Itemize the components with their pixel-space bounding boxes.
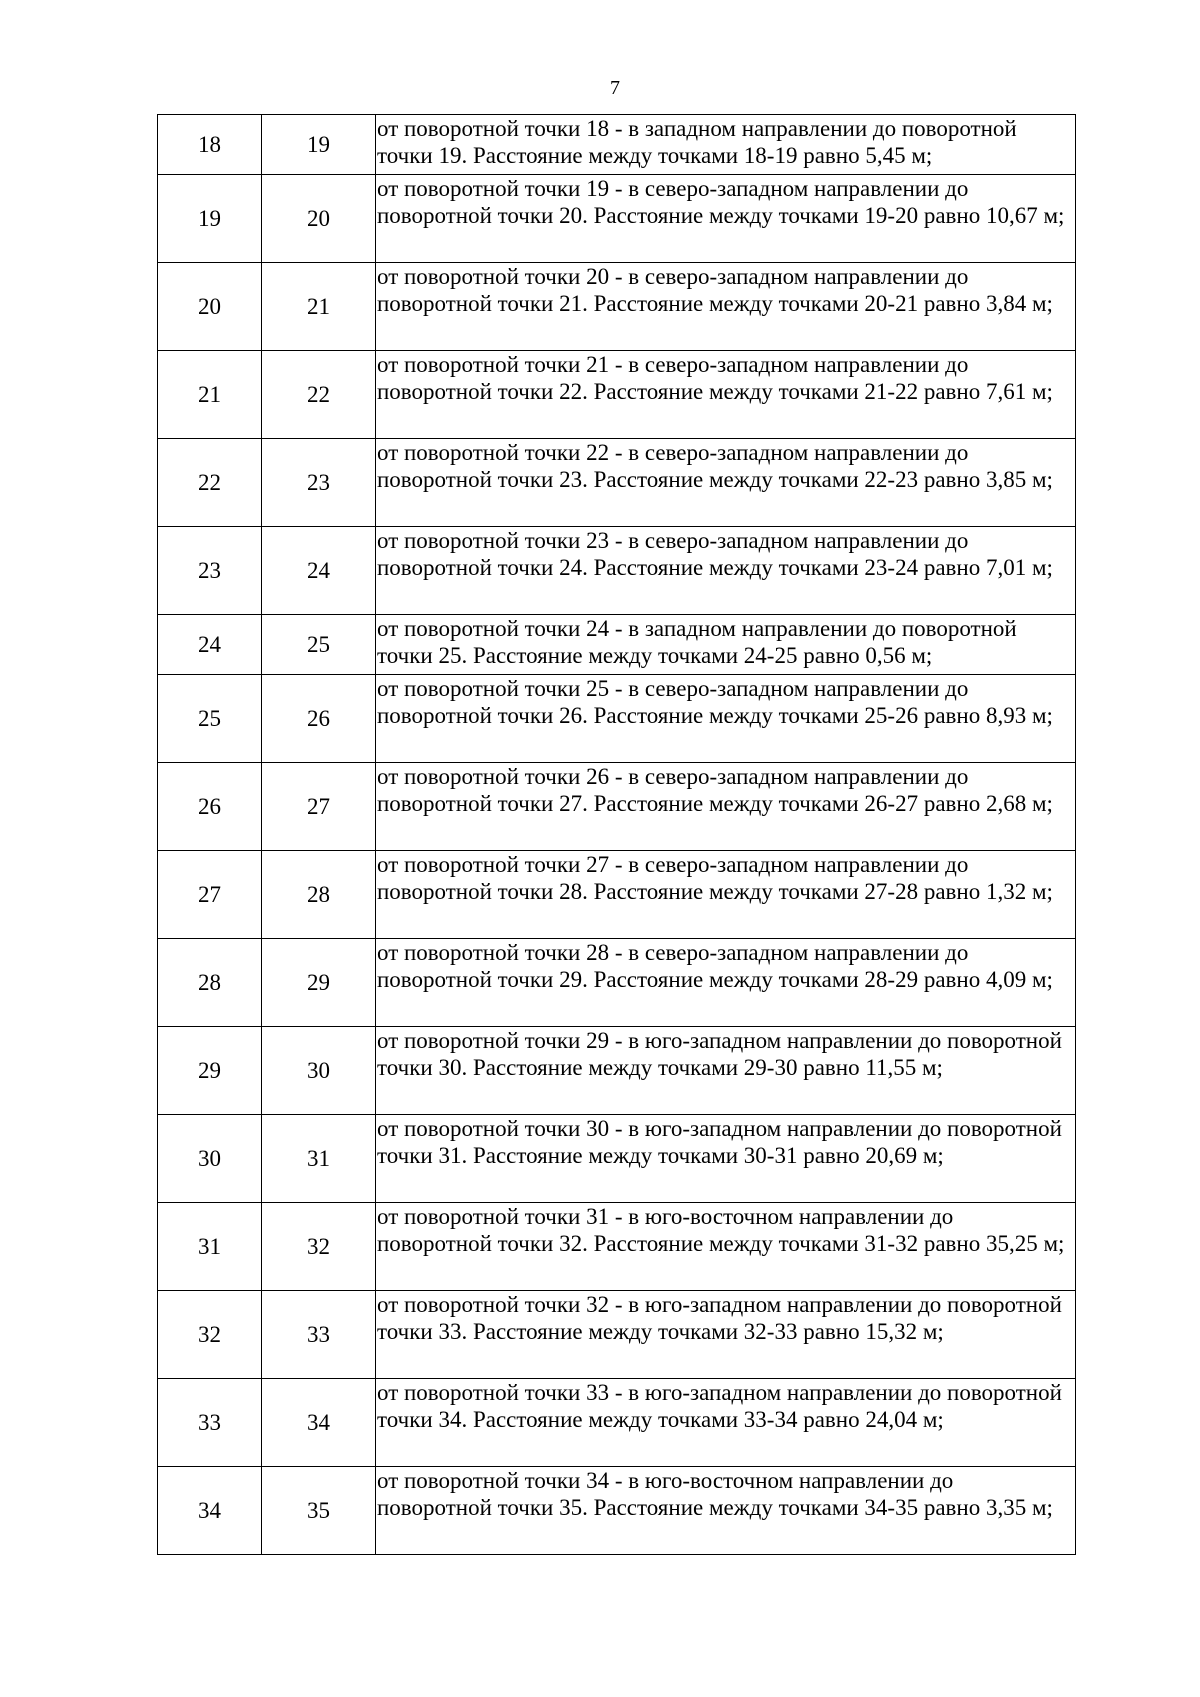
table-row bbox=[158, 675, 1076, 763]
from-point-cell: 31 bbox=[158, 1203, 262, 1291]
table-row bbox=[158, 1379, 1076, 1467]
table-row bbox=[158, 851, 1076, 939]
description-cell: от поворотной точки 34 - в юго-восточном направлении до поворотной точки 35. Расстояние между точками 34-35 равно 3,35 м; bbox=[376, 1467, 1076, 1555]
from-point-cell: 18 bbox=[158, 115, 262, 175]
to-point-cell: 28 bbox=[262, 851, 376, 939]
description-cell: от поворотной точки 25 - в северо-западном направлении до поворотной точки 26. Расстояние между точками 25-26 равно 8,93 м; bbox=[376, 675, 1076, 763]
from-point-cell: 21 bbox=[158, 351, 262, 439]
description-cell: от поворотной точки 28 - в северо-западном направлении до поворотной точки 29. Расстояние между точками 28-29 равно 4,09 м; bbox=[376, 939, 1076, 1027]
table-row bbox=[158, 1203, 1076, 1291]
description-cell: от поворотной точки 21 - в северо-западном направлении до поворотной точки 22. Расстояние между точками 21-22 равно 7,61 м; bbox=[376, 351, 1076, 439]
to-point-cell: 32 bbox=[262, 1203, 376, 1291]
to-point-cell: 30 bbox=[262, 1027, 376, 1115]
to-point-cell: 27 bbox=[262, 763, 376, 851]
description-cell: от поворотной точки 22 - в северо-западном направлении до поворотной точки 23. Расстояние между точками 22-23 равно 3,85 м; bbox=[376, 439, 1076, 527]
from-point-cell: 33 bbox=[158, 1379, 262, 1467]
from-point-cell: 28 bbox=[158, 939, 262, 1027]
table-row bbox=[158, 1467, 1076, 1555]
from-point-cell: 30 bbox=[158, 1115, 262, 1203]
table-row bbox=[158, 615, 1076, 675]
description-cell: от поворотной точки 30 - в юго-западном направлении до поворотной точки 31. Расстояние между точками 30-31 равно 20,69 м; bbox=[376, 1115, 1076, 1203]
description-cell: от поворотной точки 31 - в юго-восточном направлении до поворотной точки 32. Расстояние между точками 31-32 равно 35,25 м; bbox=[376, 1203, 1076, 1291]
to-point-cell: 24 bbox=[262, 527, 376, 615]
table-row bbox=[158, 1115, 1076, 1203]
from-point-cell: 27 bbox=[158, 851, 262, 939]
from-point-cell: 19 bbox=[158, 175, 262, 263]
from-point-cell: 22 bbox=[158, 439, 262, 527]
table-row bbox=[158, 115, 1076, 175]
boundary-points-table bbox=[157, 114, 1076, 1555]
from-point-cell: 32 bbox=[158, 1291, 262, 1379]
to-point-cell: 34 bbox=[262, 1379, 376, 1467]
table-row bbox=[158, 175, 1076, 263]
from-point-cell: 25 bbox=[158, 675, 262, 763]
description-cell: от поворотной точки 19 - в северо-западном направлении до поворотной точки 20. Расстояние между точками 19-20 равно 10,67 м; bbox=[376, 175, 1076, 263]
table-row bbox=[158, 763, 1076, 851]
description-cell: от поворотной точки 27 - в северо-западном направлении до поворотной точки 28. Расстояние между точками 27-28 равно 1,32 м; bbox=[376, 851, 1076, 939]
from-point-cell: 23 bbox=[158, 527, 262, 615]
description-cell: от поворотной точки 32 - в юго-западном направлении до поворотной точки 33. Расстояние между точками 32-33 равно 15,32 м; bbox=[376, 1291, 1076, 1379]
from-point-cell: 29 bbox=[158, 1027, 262, 1115]
to-point-cell: 26 bbox=[262, 675, 376, 763]
description-cell: от поворотной точки 26 - в северо-западном направлении до поворотной точки 27. Расстояние между точками 26-27 равно 2,68 м; bbox=[376, 763, 1076, 851]
to-point-cell: 25 bbox=[262, 615, 376, 675]
to-point-cell: 33 bbox=[262, 1291, 376, 1379]
to-point-cell: 22 bbox=[262, 351, 376, 439]
to-point-cell: 29 bbox=[262, 939, 376, 1027]
description-cell: от поворотной точки 20 - в северо-западном направлении до поворотной точки 21. Расстояние между точками 20-21 равно 3,84 м; bbox=[376, 263, 1076, 351]
from-point-cell: 24 bbox=[158, 615, 262, 675]
description-cell: от поворотной точки 33 - в юго-западном направлении до поворотной точки 34. Расстояние между точками 33-34 равно 24,04 м; bbox=[376, 1379, 1076, 1467]
to-point-cell: 19 bbox=[262, 115, 376, 175]
description-cell: от поворотной точки 24 - в западном направлении до поворотной точки 25. Расстояние между точками 24-25 равно 0,56 м; bbox=[376, 615, 1076, 675]
from-point-cell: 20 bbox=[158, 263, 262, 351]
to-point-cell: 21 bbox=[262, 263, 376, 351]
description-cell: от поворотной точки 23 - в северо-западном направлении до поворотной точки 24. Расстояние между точками 23-24 равно 7,01 м; bbox=[376, 527, 1076, 615]
page-number: 7 bbox=[610, 77, 620, 99]
to-point-cell: 35 bbox=[262, 1467, 376, 1555]
from-point-cell: 34 bbox=[158, 1467, 262, 1555]
to-point-cell: 20 bbox=[262, 175, 376, 263]
table-row bbox=[158, 939, 1076, 1027]
to-point-cell: 23 bbox=[262, 439, 376, 527]
table-row bbox=[158, 439, 1076, 527]
table-row bbox=[158, 351, 1076, 439]
table-body bbox=[158, 115, 1076, 1555]
description-cell: от поворотной точки 18 - в западном направлении до поворотной точки 19. Расстояние между точками 18-19 равно 5,45 м; bbox=[376, 115, 1076, 175]
to-point-cell: 31 bbox=[262, 1115, 376, 1203]
table-row bbox=[158, 1027, 1076, 1115]
from-point-cell: 26 bbox=[158, 763, 262, 851]
table-row bbox=[158, 263, 1076, 351]
table-row bbox=[158, 1291, 1076, 1379]
description-cell: от поворотной точки 29 - в юго-западном направлении до поворотной точки 30. Расстояние между точками 29-30 равно 11,55 м; bbox=[376, 1027, 1076, 1115]
table-row bbox=[158, 527, 1076, 615]
